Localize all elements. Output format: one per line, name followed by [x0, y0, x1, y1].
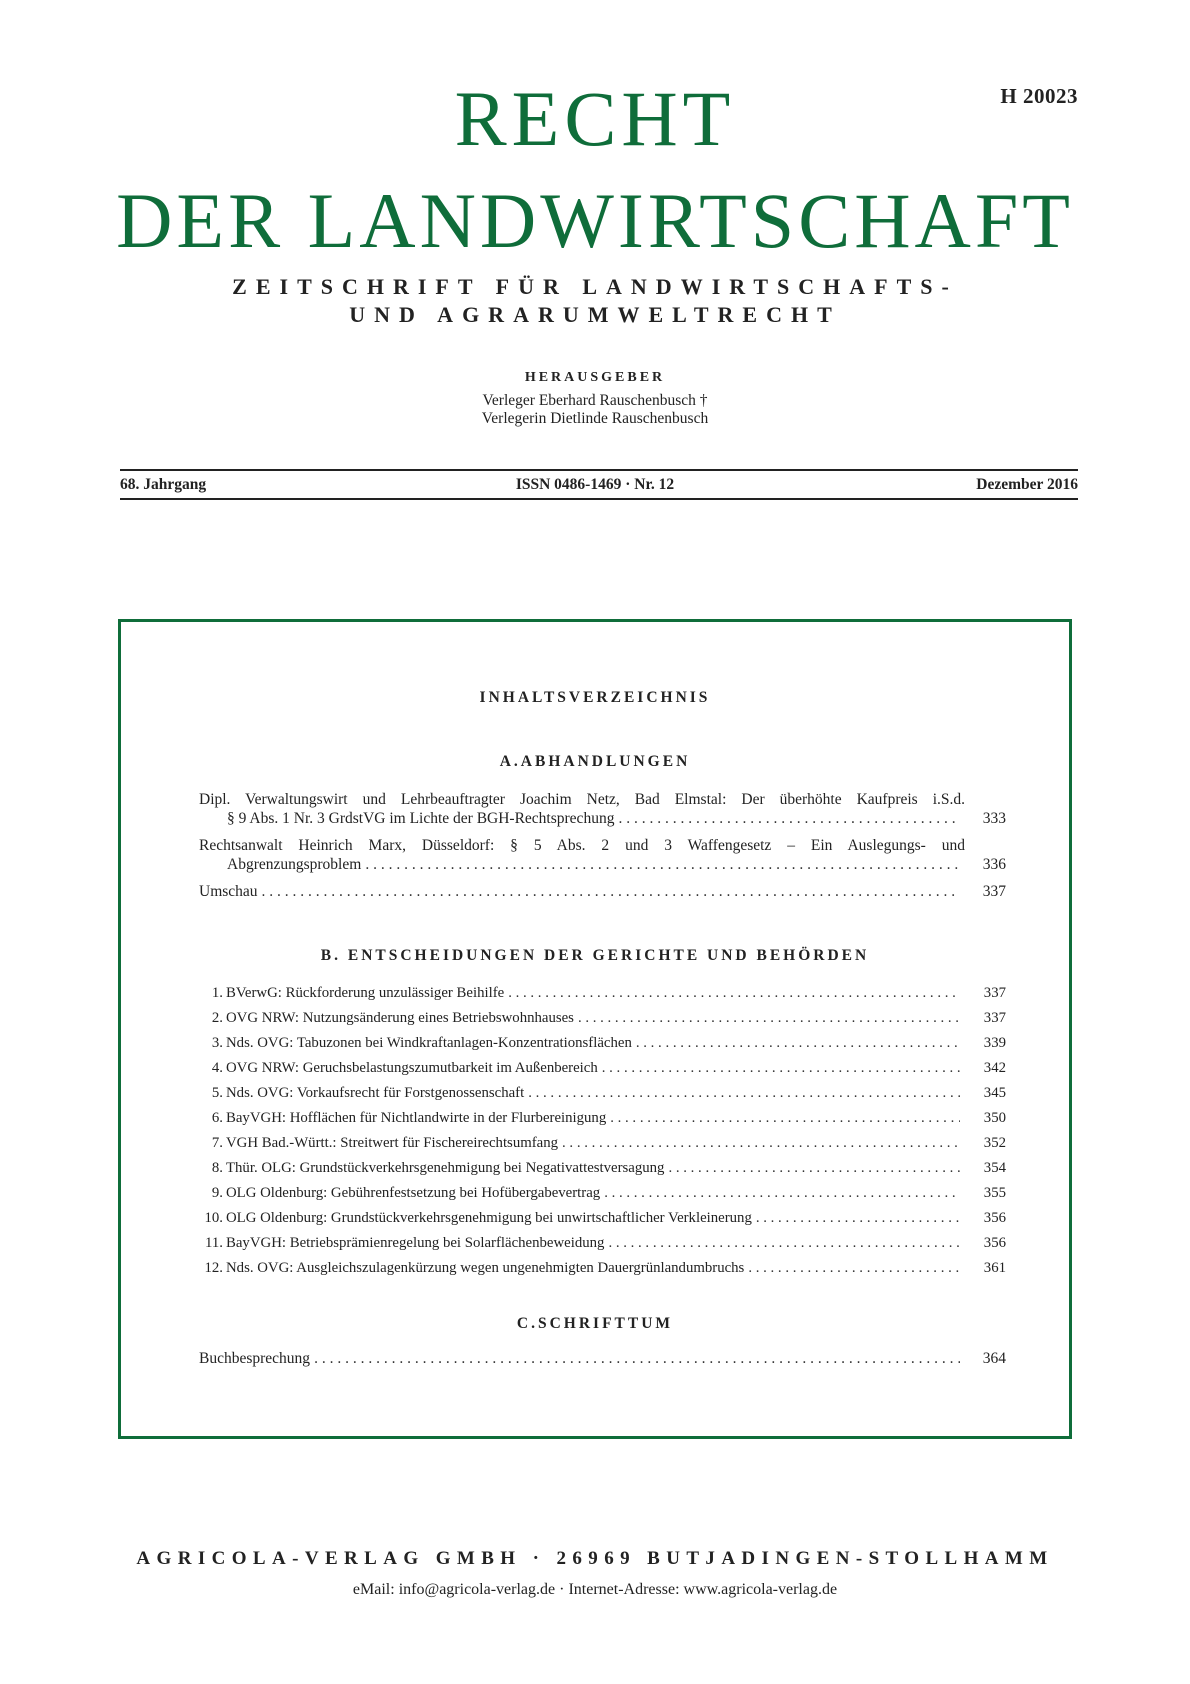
footer-publisher: AGRICOLA-VERLAG GMBH · 26969 BUTJADINGEN-STOLLHAMM — [136, 1548, 1054, 1569]
toc-page-number: 337 — [982, 883, 1006, 900]
toc-entry — [199, 882, 1006, 901]
journal-code: H 20023 — [1000, 84, 1078, 108]
section-b-title: B. ENTSCHEIDUNGEN DER GERICHTE UND BEHÖRDEN — [320, 947, 870, 964]
decision-entry: 6. BayVGH: Hofflächen für Nichtlandwirte in der Flurbereinigung . . . 350 — [199, 1109, 1006, 1128]
toc-page-number: 333 — [982, 810, 1006, 827]
decision-entry: 11. BayVGH: Betriebsprämienregelung bei Solarflächenbeweidung . . . 356 — [199, 1234, 1006, 1253]
decision-entry: 4. OVG NRW: Geruchsbelastungszumutbarkeit im Außenbereich . . . 342 — [199, 1059, 1006, 1078]
decision-entry: 7. VGH Bad.-Württ.: Streitwert für Fischereirechtsumfang . . . 352 — [199, 1134, 1006, 1153]
dot-leader — [618, 809, 960, 828]
divider-top — [120, 469, 1078, 471]
masthead-title-line2: DER LANDWIRTSCHAFT — [116, 177, 1074, 264]
subtitle-line2: UND AGRARUMWELTRECHT — [349, 302, 841, 327]
decision-entry: 1. BVerwG: Rückforderung unzulässiger Beihilfe . . . 337 — [199, 984, 1006, 1003]
issn-label: ISSN 0486-1469 · Nr. 12 — [515, 476, 675, 493]
dot-leader — [262, 882, 960, 901]
section-a-title: A.ABHANDLUNGEN — [499, 753, 691, 770]
issue-date: Dezember 2016 — [976, 476, 1078, 493]
toc-entry-text: Umschau — [199, 883, 258, 900]
publisher-line1: Verleger Eberhard Rauschenbusch † — [482, 392, 708, 409]
publisher-line2: Verlegerin Dietlinde Rauschenbusch — [481, 410, 709, 427]
decision-entry: 9. OLG Oldenburg: Gebührenfestsetzung bei Hofübergabevertrag . . . 355 — [199, 1184, 1006, 1203]
decision-entry: 2. OVG NRW: Nutzungsänderung eines Betriebswohnhauses . . . 337 — [199, 1009, 1006, 1028]
toc-entry — [199, 790, 1006, 828]
toc-entry-line1: Dipl. Verwaltungswirt und Lehrbeauftragter Joachim Netz, Bad Elmstal: Der überhöhte Kaufpreis i.S.d. — [199, 791, 965, 808]
dot-leader — [314, 1349, 960, 1368]
toc-entry — [199, 836, 1006, 874]
decision-entry: 8. Thür. OLG: Grundstückverkehrsgenehmigung bei Negativattestversagung . . . 354 — [199, 1159, 1006, 1178]
toc-page-number: 364 — [982, 1350, 1006, 1367]
decision-entry: 10. OLG Oldenburg: Grundstückverkehrsgenehmigung bei unwirtschaftlicher Verkleinerung . . . 356 — [199, 1209, 1006, 1228]
masthead-title-line1: RECHT — [454, 75, 736, 162]
divider-bottom — [120, 498, 1078, 500]
decision-entry: 12. Nds. OVG: Ausgleichszulagenkürzung wegen ungenehmigten Dauergrünlandumbruchs . . . 361 — [199, 1259, 1006, 1278]
toc-page-number: 336 — [982, 856, 1006, 873]
toc-entry-line2: § 9 Abs. 1 Nr. 3 GrdstVG im Lichte der BGH-Rechtsprechung — [227, 810, 615, 827]
toc-entry — [199, 1349, 1006, 1368]
toc-heading: INHALTSVERZEICHNIS — [479, 689, 711, 706]
publisher-heading: HERAUSGEBER — [524, 370, 666, 385]
volume-label: 68. Jahrgang — [120, 476, 207, 493]
footer-contact: eMail: info@agricola-verlag.de · Internet-Adresse: www.agricola-verlag.de — [352, 1581, 838, 1598]
toc-entry-line1: Rechtsanwalt Heinrich Marx, Düsseldorf: § 5 Abs. 2 und 3 Waffengesetz – Ein Auslegungs- und — [199, 837, 965, 854]
decision-entry: 3. Nds. OVG: Tabuzonen bei Windkraftanlagen-Konzentrationsflächen . . . 339 — [199, 1034, 1006, 1053]
toc-entry-line2: Abgrenzungsproblem — [227, 856, 362, 873]
toc-entry-text: Buchbesprechung — [199, 1350, 311, 1367]
subtitle-line1: ZEITSCHRIFT FÜR LANDWIRTSCHAFTS- — [232, 274, 958, 299]
dot-leader — [365, 855, 960, 874]
decision-entry: 5. Nds. OVG: Vorkaufsrecht für Forstgenossenschaft . . . 345 — [199, 1084, 1006, 1103]
section-c-title: C.SCHRIFTTUM — [516, 1315, 674, 1332]
